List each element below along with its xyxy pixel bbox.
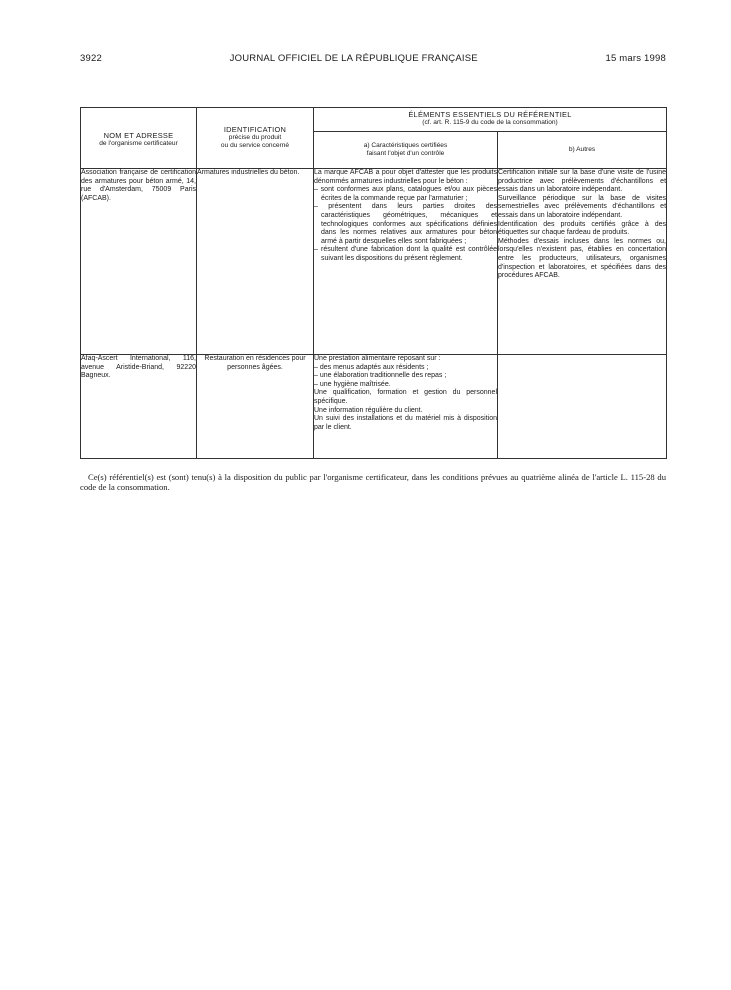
publication-date: 15 mars 1998: [605, 53, 666, 64]
referentiel-table: [80, 107, 667, 459]
header-nom-adresse: NOM ET ADRESSE de l'organisme certificateur: [81, 108, 197, 169]
cell-organisme: Association française de certification des armatures pour béton armé, 14, rue d'Amsterdam, 75009 Paris (AFCAB).: [81, 169, 197, 355]
table-row: [81, 169, 667, 355]
header-elements-essentiels: ÉLÉMENTS ESSENTIELS DU RÉFÉRENTIEL (cf. art. R. 115-9 du code de la consommation): [314, 108, 667, 132]
cell-autres: Certification initiale sur la base d'une visite de l'usine productrice avec prélèvements d'échantillons et essais dans un laboratoire indépendant. Surveillance périodique sur la base de visites semestrielles avec prélèvements d'échantillons et essais dans un laboratoire indépendant. Identification des produits certifiés grâce à des étiquettes sur chaque fardeau de produits. Méthodes d'essais incluses dans les normes ou, lorsqu'elles n'existent pas, établies en concertation entre les producteurs, utilisateurs, organismes d'inspection et laboratoires, et spécifiées dans des procédures AFCAB.: [498, 169, 667, 355]
cell-identification: Restauration en résidences pour personnes âgées.: [197, 355, 314, 459]
cell-caracteristiques: Une prestation alimentaire reposant sur : – des menus adaptés aux résidents ; – une élaboration traditionnelle des repas ; – une hygiène maîtrisée. Une qualification, formation et gestion du personnel spécifique. Une information régulière du client. Un suivi des installations et du matériel mis à disposition par le client.: [314, 355, 498, 459]
page-number: 3922: [80, 53, 102, 64]
cell-caracteristiques: La marque AFCAB a pour objet d'attester que les produits dénommés armatures industrielles pour le béton : – sont conformes aux plans, catalogues et/ou aux pièces écrites de la commande reçue par l'armaturier ; – présentent dans leurs parties droites des caractéristiques géométriques, mécaniques et technologiques conformes aux spécifications définies dans les normes relatives aux armatures pour béton armé à partir desquelles elles sont fabriquées ; – résultent d'une fabrication dont la qualité est contrôlée suivant les dispositions du présent règlement.: [314, 169, 498, 355]
header-autres: b) Autres: [498, 132, 667, 169]
cell-identification: Armatures industrielles du béton.: [197, 169, 314, 355]
cell-organisme: Afaq-Ascert International, 116, avenue Aristide-Briand, 92220 Bagneux.: [81, 355, 197, 459]
journal-title: JOURNAL OFFICIEL DE LA RÉPUBLIQUE FRANÇAISE: [229, 53, 478, 64]
page-header: [80, 53, 666, 64]
table-row: [81, 355, 667, 459]
cell-autres: [498, 355, 667, 459]
footnote: Ce(s) référentiel(s) est (sont) tenu(s) à la disposition du public par l'organisme certificateur, dans les conditions prévues au quatrième alinéa de l'article L. 115-28 du code de la consommation.: [80, 471, 666, 493]
header-identification: IDENTIFICATION précise du produit ou du service concerné: [197, 108, 314, 169]
header-caracteristiques: a) Caractéristiques certifiées faisant l'objet d'un contrôle: [314, 132, 498, 169]
